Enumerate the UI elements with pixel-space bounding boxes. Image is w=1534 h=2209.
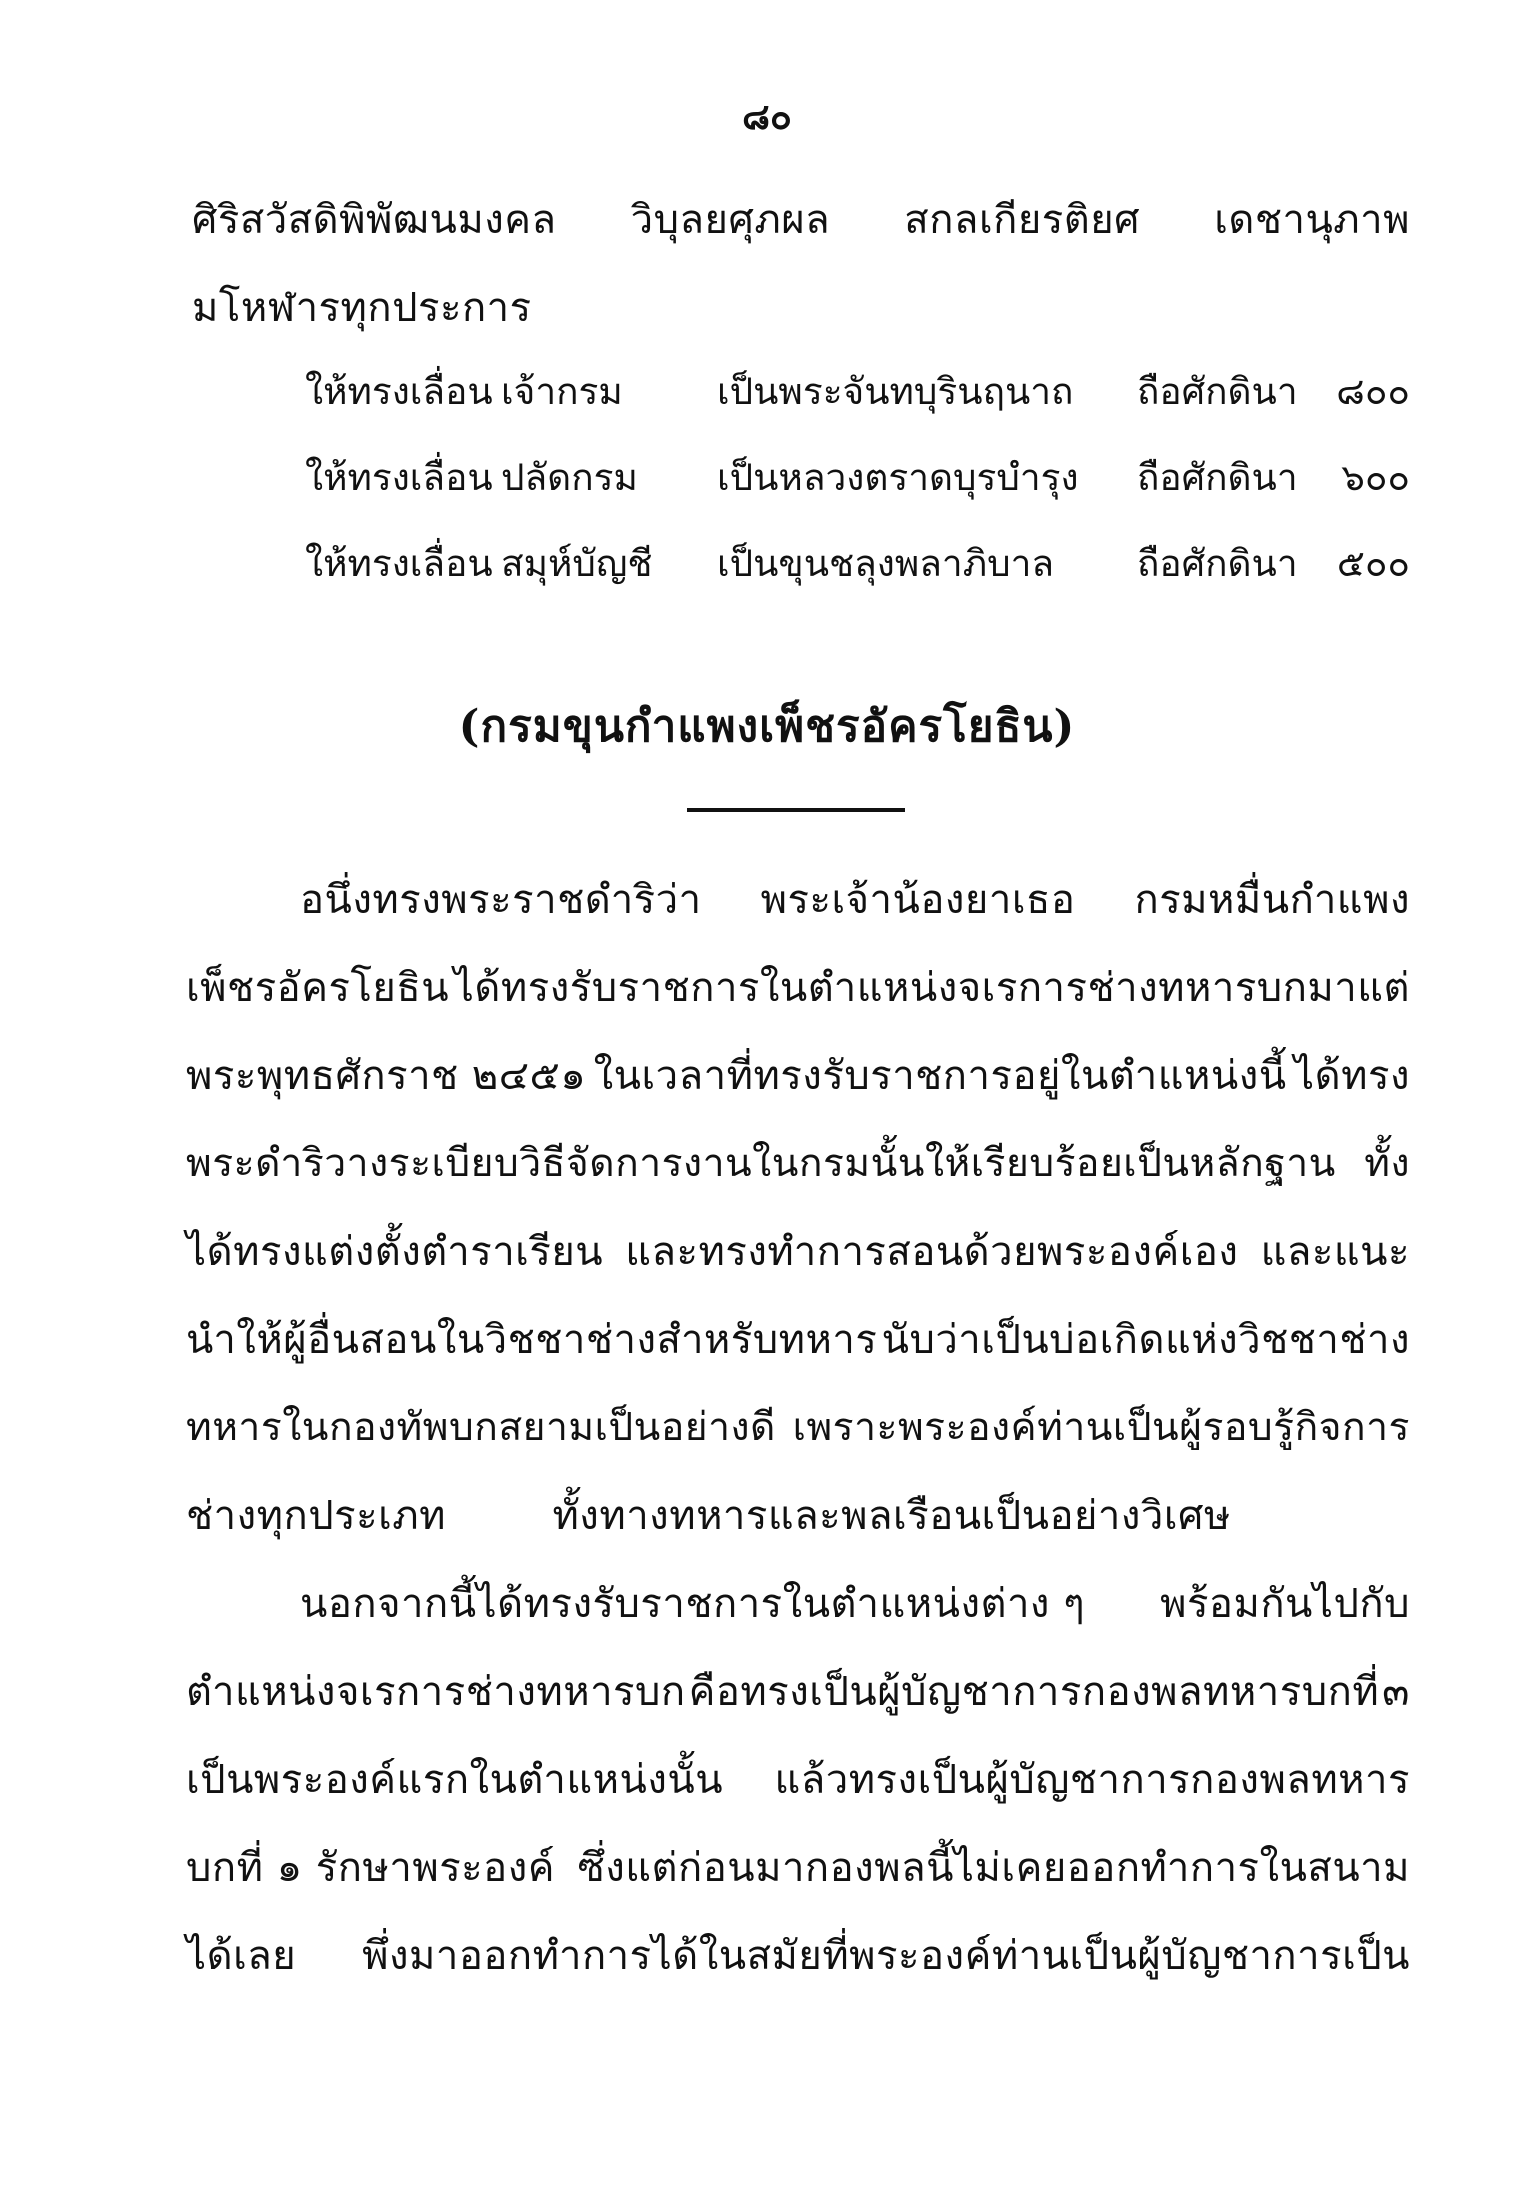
text-segment: และแนะ: [1260, 1229, 1410, 1275]
text-segment: พึ่งมาออกทำการได้ในสมัยที่พระองค์ท่านเป็นผู้บัญชาการเป็น: [362, 1933, 1410, 1979]
paragraph-line: [186, 1046, 1410, 1106]
text-segment: ในเวลาที่ทรงรับราชการอยู่ในตำแหน่งนี้: [593, 1053, 1287, 1099]
rank-promotion-row: [305, 448, 1410, 508]
text-segment: พระเจ้าน้องยาเธอ: [760, 877, 1076, 923]
text-segment: ได้ทรงรับราชการในตำแหน่งจเรการช่างทหารบกมาแต่: [453, 965, 1410, 1011]
paragraph-line: [186, 1222, 1410, 1282]
rank-from: ปลัดกรม: [501, 456, 638, 499]
text-segment: ทหารในกองทัพบกสยามเป็นอย่างดี: [186, 1405, 776, 1450]
paragraph-line: [186, 1750, 1410, 1810]
text-segment: และทรงทำการสอนด้วยพระองค์เอง: [625, 1229, 1239, 1275]
paragraph-line: [186, 1926, 1410, 1986]
text-segment: ทั้งทางทหารและพลเรือนเป็นอย่างวิเศษ: [552, 1493, 1231, 1539]
text-segment: พระดำริวางระเบียบวิธีจัดการงานในกรมนั้นให้เรียบร้อยเป็นหลักฐาน: [186, 1141, 1336, 1186]
opening-line-1: [192, 190, 1410, 250]
rank-from: เจ้ากรม: [501, 370, 623, 413]
paragraph-line: [186, 1310, 1410, 1370]
sakdina-label: ถือศักดินา: [1137, 542, 1298, 585]
opening-line-2: มโหฬารทุกประการ: [192, 285, 532, 331]
paragraph-line: [300, 1574, 1410, 1634]
paragraph-line: [186, 1838, 1410, 1898]
text-segment: พระพุทธศักราช ๒๔๕๑: [186, 1053, 587, 1099]
rank-prefix: ให้ทรงเลื่อน: [305, 542, 493, 585]
text-segment: สกลเกียรติยศ: [904, 197, 1141, 243]
rank-prefix: ให้ทรงเลื่อน: [305, 370, 493, 413]
text-segment: ช่างทุกประเภท: [186, 1493, 446, 1539]
text-segment: เดชานุภาพ: [1214, 197, 1410, 243]
rank-promotion-row: [305, 362, 1410, 422]
rank-promotion-row: [305, 534, 1410, 594]
rank-prefix: ให้ทรงเลื่อน: [305, 456, 493, 499]
text-segment: เพราะพระองค์ท่านเป็นผู้รอบรู้กิจการ: [792, 1405, 1410, 1450]
text-segment: แล้วทรงเป็นผู้บัญชาการกองพลทหาร: [774, 1757, 1410, 1803]
text-segment: ๓: [1382, 1669, 1410, 1715]
text-segment: กรมหมื่นกำแพง: [1134, 877, 1410, 923]
paragraph-line: [186, 1662, 1410, 1722]
paragraph-line: [186, 1134, 1410, 1194]
rank-from: สมุห์บัญชี: [501, 542, 653, 585]
text-segment: ศิริสวัสดิพิพัฒนมงคล: [192, 197, 557, 243]
sakdina-value: ๕๐๐: [1336, 542, 1410, 585]
text-segment: ตำแหน่งจเรการช่างทหารบก: [186, 1669, 686, 1715]
sakdina-value: ๖๐๐: [1341, 456, 1410, 499]
text-segment: นำให้ผู้อื่นสอนในวิชชาช่างสำหรับทหาร: [186, 1317, 878, 1363]
paragraph-line: [186, 1486, 1231, 1546]
paragraph-line: [300, 870, 1410, 930]
heading-divider: [687, 808, 905, 812]
sakdina-label: ถือศักดินา: [1137, 370, 1298, 413]
text-segment: บกที่ ๑ รักษาพระองค์: [186, 1845, 555, 1891]
sakdina-value: ๘๐๐: [1336, 370, 1410, 413]
text-segment: เพ็ชรอัครโยธิน: [186, 965, 450, 1011]
text-segment: วิบุลยศุภผล: [630, 197, 831, 243]
page-number: ๘๐: [742, 96, 792, 138]
rank-to: เป็นขุนชลุงพลาภิบาล: [717, 542, 1055, 585]
text-segment: เป็นพระองค์แรกในตำแหน่งนั้น: [186, 1757, 724, 1803]
text-segment: ได้ทรง: [1294, 1053, 1410, 1099]
rank-to: เป็นพระจันทบุรินฤนาถ: [717, 370, 1074, 413]
text-segment: ทั้ง: [1364, 1141, 1410, 1186]
paragraph-line: [186, 958, 1410, 1018]
text-segment: นอกจากนี้ได้ทรงรับราชการในตำแหน่งต่าง ๆ: [300, 1581, 1086, 1627]
rank-to: เป็นหลวงตราดบุรบำรุง: [717, 456, 1079, 499]
paragraph-line: [186, 1398, 1410, 1458]
text-segment: คือทรงเป็นผู้บัญชาการกองพลทหารบกที่: [688, 1669, 1380, 1715]
text-segment: ได้เลย: [186, 1933, 297, 1979]
section-heading: (กรมขุนกำแพงเพ็ชรอัครโยธิน): [458, 701, 1076, 752]
text-segment: อนึ่งทรงพระราชดำริว่า: [300, 877, 702, 923]
text-segment: พร้อมกันไปกับ: [1160, 1581, 1410, 1627]
sakdina-label: ถือศักดินา: [1137, 456, 1298, 499]
text-segment: นับว่าเป็นบ่อเกิดแห่งวิชชาช่าง: [881, 1317, 1410, 1363]
text-segment: ได้ทรงแต่งตั้งตำราเรียน: [186, 1229, 604, 1275]
text-segment: ซึ่งแต่ก่อนมากองพลนี้ไม่เคยออกทำการในสนาม: [577, 1845, 1410, 1891]
